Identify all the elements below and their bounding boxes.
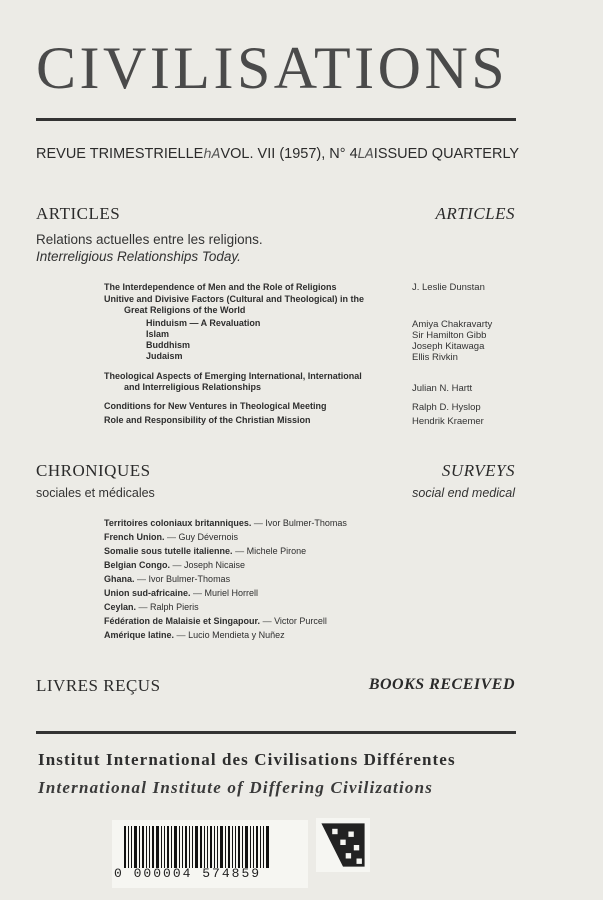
barcode-bar	[242, 826, 243, 868]
chron-entry-2	[104, 532, 238, 542]
barcode-bar	[204, 826, 205, 868]
barcode-bar	[152, 826, 154, 868]
chron-dash: —	[253, 518, 263, 528]
toc-title-6: Buddhism	[146, 340, 190, 350]
toc-author-9: Julian N. Hartt	[412, 383, 473, 394]
barcode-bar	[232, 826, 233, 868]
barcode-bar	[128, 826, 129, 868]
chron-entry-6	[104, 588, 258, 598]
chron-dash: —	[235, 546, 245, 556]
chron-title: Ghana.	[104, 574, 135, 584]
chron-dash: —	[138, 602, 148, 612]
barcode-bar	[192, 826, 193, 868]
chron-entry-5	[104, 574, 230, 584]
barcode-bar	[174, 826, 177, 868]
chron-title: French Union.	[104, 532, 165, 542]
barcode-bar	[256, 826, 258, 868]
barcode-bar	[263, 826, 264, 868]
articles-heading-fr: ARTICLES	[36, 204, 121, 223]
chron-entry-7	[104, 602, 199, 612]
chroniques-heading-en: SURVEYS	[441, 461, 515, 480]
toc-title-2: Unitive and Divisive Factors (Cultural and Theological) in the	[104, 294, 365, 304]
barcode-bar	[220, 826, 223, 868]
chron-author: Ralph Pieris	[150, 602, 199, 612]
toc-title-8: Theological Aspects of Emerging International, International	[104, 371, 362, 381]
toc-author-10: Ralph D. Hyslop	[412, 402, 481, 413]
chron-title: Belgian Congo.	[104, 560, 170, 570]
barcode-bar	[207, 826, 208, 868]
barcode-bar	[245, 826, 248, 868]
chron-author: Michele Pirone	[246, 546, 307, 556]
barcode-bar	[185, 826, 187, 868]
barcode-bar	[235, 826, 236, 868]
toc-author-1: J. Leslie Dunstan	[412, 282, 485, 293]
chron-author: Muriel Horrell	[204, 588, 259, 598]
chron-dash: —	[176, 630, 186, 640]
books-heading-fr: LIVRES REÇUS	[36, 676, 161, 695]
toc-author-6: Joseph Kitawaga	[412, 341, 485, 352]
barcode-bar	[189, 826, 190, 868]
chron-title: Fédération de Malaisie et Singapour.	[104, 616, 261, 626]
barcode-digits-2: 574859	[202, 866, 262, 881]
toc-title-9: and Interreligious Relationships	[124, 382, 262, 392]
barcode-bar	[156, 826, 159, 868]
toc-title-10: Conditions for New Ventures in Theological Meeting	[104, 401, 327, 411]
chron-title: Union sud-africaine.	[104, 588, 191, 598]
top-rule	[36, 118, 516, 121]
chron-entry-4	[104, 560, 245, 570]
barcode-digits-1: 000004	[133, 866, 193, 881]
bottom-rule	[36, 731, 516, 734]
chron-dash: —	[193, 588, 203, 598]
barcode-bars	[124, 826, 300, 868]
chron-author: Victor Purcell	[274, 616, 327, 626]
barcode-bar	[167, 826, 169, 868]
barcode-bar	[134, 826, 137, 868]
chron-entry-3	[104, 546, 306, 556]
barcode-bar	[171, 826, 172, 868]
barcode-bar	[142, 826, 144, 868]
chron-author: Ivor Bulmer-Thomas	[148, 574, 231, 584]
barcode-bar	[131, 826, 132, 868]
barcode-lead: 0	[114, 866, 124, 881]
barcode-bar	[266, 826, 269, 868]
chron-title: Somalie sous tutelle italienne.	[104, 546, 233, 556]
chron-dash: —	[167, 532, 177, 542]
chroniques-heading-fr: CHRONIQUES	[36, 461, 151, 480]
toc-title-3: Great Religions of the World	[124, 305, 246, 315]
barcode-bar	[228, 826, 230, 868]
barcode-bar	[179, 826, 180, 868]
toc-author-4: Amiya Chakravarty	[412, 319, 493, 330]
barcode-bar	[195, 826, 198, 868]
chroniques-subtitle-fr: sociales et médicales	[36, 486, 155, 500]
chron-entry-8	[104, 616, 327, 626]
toc-title-1: The Interdependence of Men and the Role of Religions	[104, 282, 337, 292]
chron-dash: —	[137, 574, 147, 584]
barcode-bar	[146, 826, 147, 868]
barcode-bar	[253, 826, 254, 868]
barcode-bar	[139, 826, 140, 868]
toc-author-7: Ellis Rivkin	[412, 352, 458, 363]
chron-author: Lucio Mendieta y Nuñez	[188, 630, 285, 640]
barcode-number	[114, 866, 261, 881]
chron-title: Amérique latine.	[104, 630, 175, 640]
issue-line	[36, 146, 520, 162]
articles-subtitle-fr: Relations actuelles entre les religions.	[36, 232, 263, 247]
barcode-bar	[217, 826, 218, 868]
barcode-bar	[200, 826, 202, 868]
barcode-bar	[260, 826, 261, 868]
barcode-bar	[161, 826, 162, 868]
issue-frequency-en: ISSUED QUARTERLY	[373, 146, 520, 162]
barcode-bar	[238, 826, 240, 868]
chron-dash: —	[262, 616, 272, 626]
chron-entry-9	[104, 630, 285, 640]
barcode-bar	[225, 826, 226, 868]
masthead-title: CIVILISATIONS	[36, 35, 509, 101]
barcode-bar	[149, 826, 150, 868]
books-heading-en: BOOKS RECEIVED	[368, 676, 515, 693]
toc-title-5: Islam	[146, 329, 170, 339]
chron-title: Ceylan.	[104, 602, 137, 612]
articles-heading-en: ARTICLES	[435, 204, 515, 223]
handwritten-mark-1: ℎA	[203, 147, 221, 162]
toc-author-11: Hendrik Kraemer	[412, 416, 484, 427]
chron-author: Joseph Nicaise	[184, 560, 246, 570]
handwritten-mark-2: LA	[357, 147, 374, 162]
stamp-pattern-icon	[316, 818, 370, 872]
chron-author: Guy Dévernois	[178, 532, 239, 542]
articles-subtitle-en: Interreligious Relationships Today.	[36, 249, 241, 264]
institute-name-fr: Institut International des Civilisations Différentes	[38, 750, 456, 769]
issue-volume: VOL. VII (1957), N° 4	[220, 146, 358, 162]
toc-title-7: Judaism	[146, 351, 183, 361]
chron-author: Ivor Bulmer-Thomas	[265, 518, 347, 528]
toc-author-5: Sir Hamilton Gibb	[412, 330, 487, 341]
institute-name-en: International Institute of Differing Civilizations	[38, 778, 434, 797]
chron-title: Territoires coloniaux britanniques.	[104, 518, 252, 528]
barcode-bar	[124, 826, 126, 868]
barcode-bar	[182, 826, 183, 868]
toc-title-4: Hinduism — A Revaluation	[146, 318, 261, 328]
chroniques-subtitle-en: social end medical	[412, 486, 515, 500]
chron-entry-1	[104, 518, 347, 528]
issue-frequency-fr: REVUE TRIMESTRIELLE	[36, 146, 204, 162]
barcode-bar	[250, 826, 251, 868]
toc-title-11: Role and Responsibility of the Christian Mission	[104, 415, 311, 425]
barcode-bar	[164, 826, 165, 868]
chron-dash: —	[172, 560, 182, 570]
barcode-bar	[214, 826, 215, 868]
barcode-bar	[210, 826, 212, 868]
